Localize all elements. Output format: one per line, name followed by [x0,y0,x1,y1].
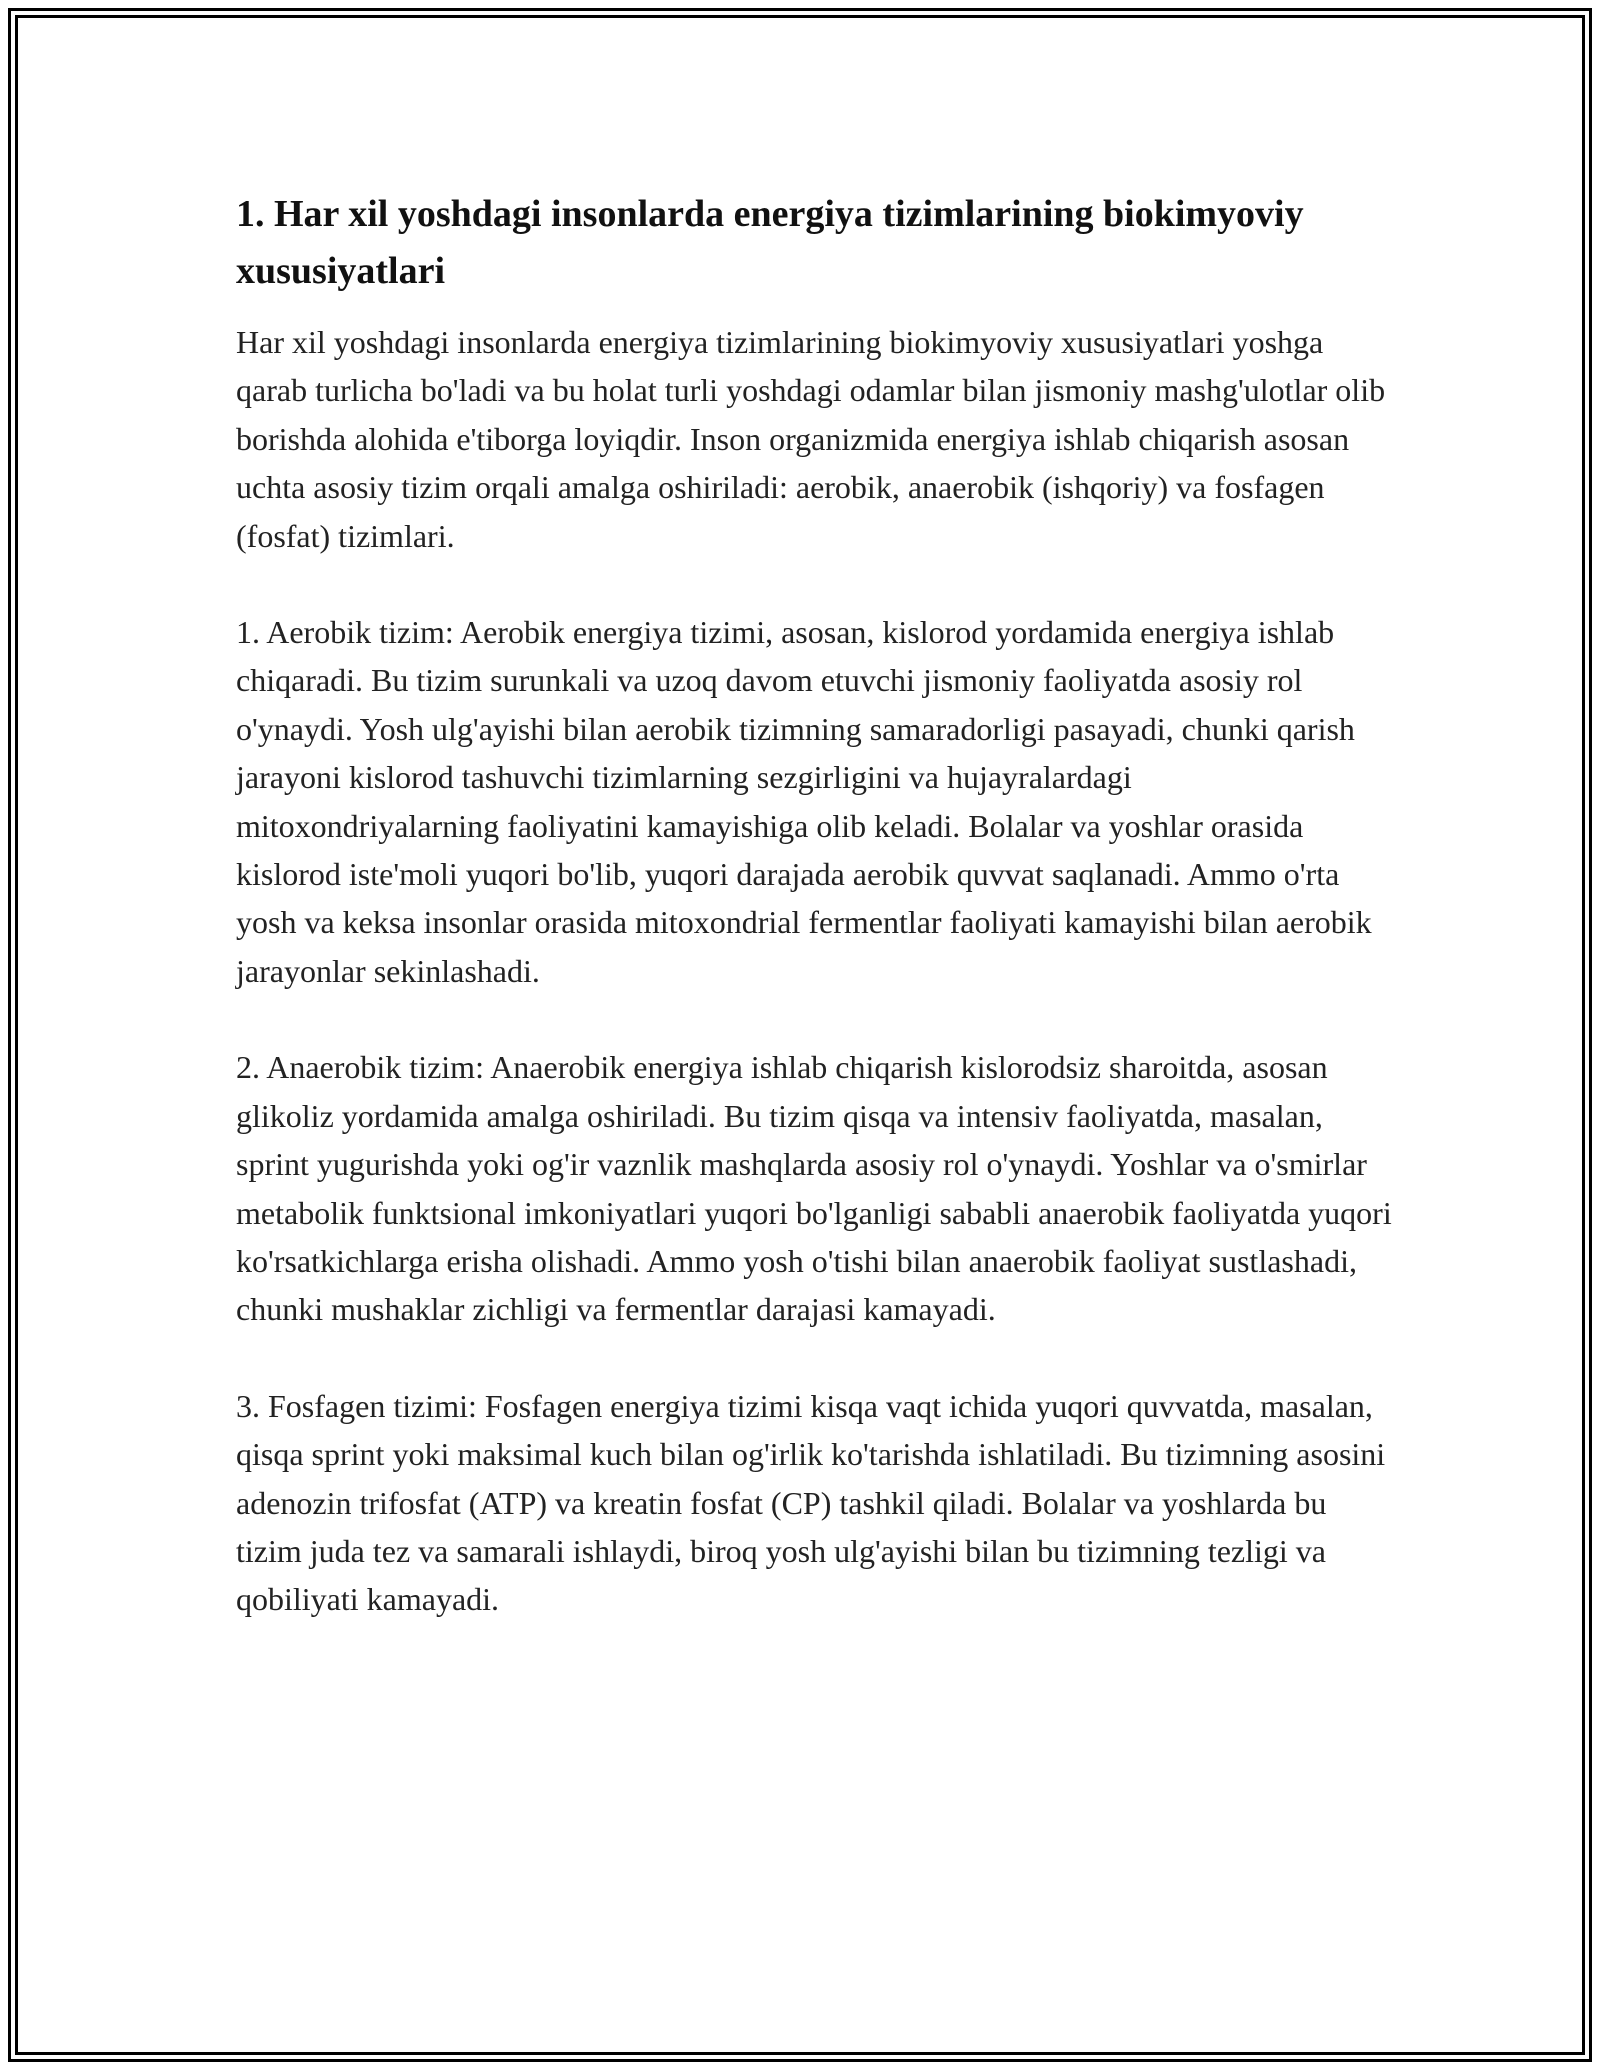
document-title: 1. Har xil yoshdagi insonlarda energiya tizimlarining biokimyoviy xususiyatlari [236,193,1304,292]
paragraph-anaerobic: 2. Anaerobik tizim: Anaerobik energiya ishlab chiqarish kislorodsiz sharoitda, asosan glikoliz yordamida amalga oshiriladi. Bu tizim qisqa va intensiv faoliyatda, masalan, sprint yugurishda yoki og'ir vaznlik mashqlarda asosiy rol o'ynaydi. Yoshlar va o'smirlar metabolik funktsional imkoniyatlari yuqori bo'lganligi sababli anaerobik faoliyatda yuqori ko'rsatkichlarga erisha olishadi. Ammo yosh o'tishi bilan anaerobik faoliyat sustlashadi, chunki mushaklar zichligi va fermentlar darajasi kamayadi. [236,1049,1392,1328]
paragraph-phosphagen: 3. Fosfagen tizimi: Fosfagen energiya tizimi kisqa vaqt ichida yuqori quvvatda, masalan, qisqa sprint yoki maksimal kuch bilan og'irlik ko'tarishda ishlatiladi. Bu tizimning asosini adenozin trifosfat (ATP) va kreatin fosfat (CP) tashkil qiladi. Bolalar va yoshlarda bu tizim juda tez va samarali ishlaydi, biroq yosh ulg'ayishi bilan bu tizimning tezligi va qobiliyati kamayadi. [236,1387,1386,1618]
paragraph-aerobic: 1. Aerobik tizim: Aerobik energiya tizimi, asosan, kislorod yordamida energiya ishlab chiqaradi. Bu tizim surunkali va uzoq davom etuvchi jismoniy faoliyatda asosiy rol o'ynaydi. Yosh ulg'ayishi bilan aerobik tizimning samaradorligi pasayadi, chunki qarish jarayoni kislorod tashuvchi tizimlarning sezgirligini va hujayralardagi mitoxondriyalarning faoliyatini kamayishiga olib keladi. Bolalar va yoshlar orasida kislorod iste'moli yuqori bo'lib, yuqori darajada aerobik quvvat saqlanadi. Ammo o'rta yosh va keksa insonlar orasida mitoxondrial fermentlar faoliyati kamayishi bilan aerobik jarayonlar sekinlashadi. [236,614,1372,989]
document-body [236,186,1396,1672]
paragraph-intro: Har xil yoshdagi insonlarda energiya tizimlarining biokimyoviy xususiyatlari yoshga qarab turlicha bo'ladi va bu holat turli yoshdagi odamlar bilan jismoniy mashg'ulotlar olib borishda alohida e'tiborga loyiqdir. Inson organizmida energiya ishlab chiqarish asosan uchta asosiy tizim orqali amalga oshiriladi: aerobik, anaerobik (ishqoriy) va fosfagen (fosfat) tizimlari. [236,324,1386,554]
